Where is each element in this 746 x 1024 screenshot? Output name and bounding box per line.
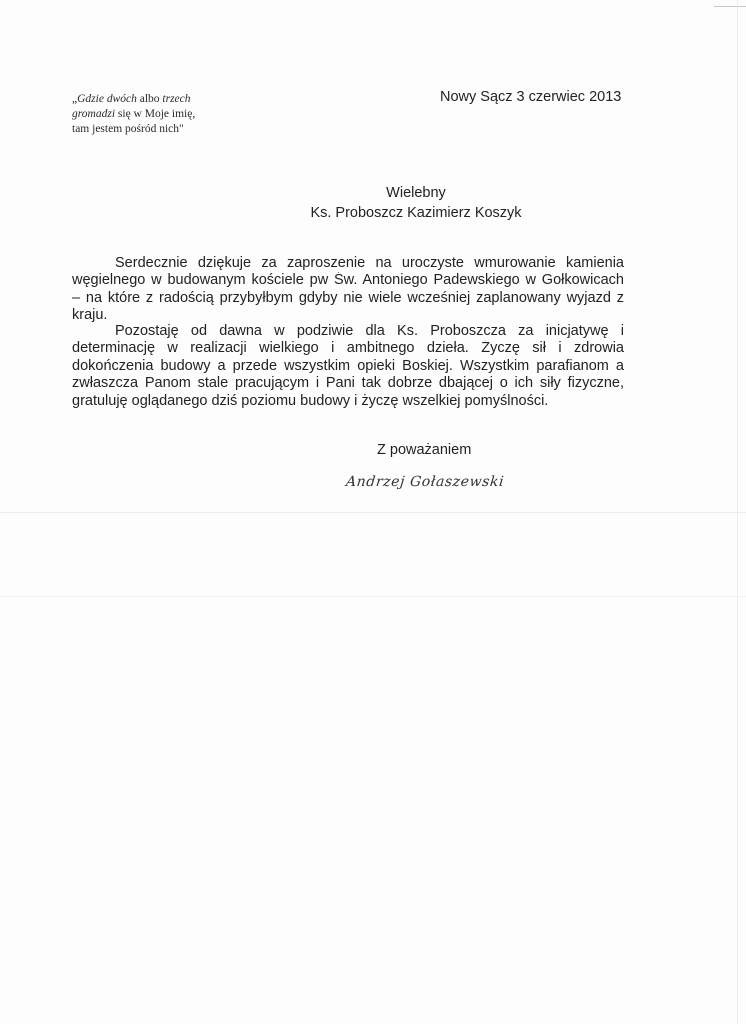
paragraph-line: Serdecznie dziękuje za zaproszenie na uroczyste wmurowanie kamienia [115,255,624,271]
scan-fold-line [0,512,746,513]
paragraph-line: gratuluję oglądanego dziś poziomu budowy i życzę wszelkiej pomyślności. [72,392,549,409]
motto-text: trzech [162,93,191,105]
motto-line-1 [72,92,272,107]
letter-date: Nowy Sącz 3 czerwiec 2013 [440,89,622,105]
scan-corner-mark [714,6,746,7]
addressee-salutation: Wielebny [386,185,446,201]
paragraph-line: determinację w realizacji wielkiego i ambitnego dzieła. Życzę sił i zdrowia [72,340,624,357]
motto-text: „ [72,93,78,105]
motto-line-3: tam jestem pośród nich" [72,123,184,135]
paragraph-2 [72,323,624,410]
handwritten-signature: Andrzej Gołaszewski [345,474,505,490]
paragraph-line: kraju. [72,307,108,324]
motto-quote [72,92,272,137]
motto-text: gromadzi [72,108,116,120]
paragraph-line: zwłaszcza Panom stale pracującym i Pani tak dobrze dbającej o ich siły fizyczne, [72,375,624,392]
motto-line-2 [72,107,272,122]
paragraph-line: węgielnego w budowanym kościele pw Św. Antoniego Padewskiego w Gołkowicach [72,272,624,289]
paragraph-line: Pozostaję od dawna w podziwie dla Ks. Proboszcza za inicjatywę i [115,323,624,339]
motto-text: albo [136,93,163,105]
paragraph-line: – na które z radością przybyłbym gdyby nie wiele wcześniej zaplanowany wyjazd z [72,289,624,306]
paragraph-1 [72,255,624,325]
motto-text: Gdzie dwóch [77,93,137,105]
motto-text: się w Moje imię, [115,108,196,120]
addressee-name: Ks. Proboszcz Kazimierz Koszyk [310,205,522,221]
paragraph-line: dokończenia budowy a przede wszystkim opieki Boskiej. Wszystkim parafianom a [72,357,624,374]
closing-text: Z poważaniem [377,442,472,458]
scan-fold-line [0,596,746,597]
